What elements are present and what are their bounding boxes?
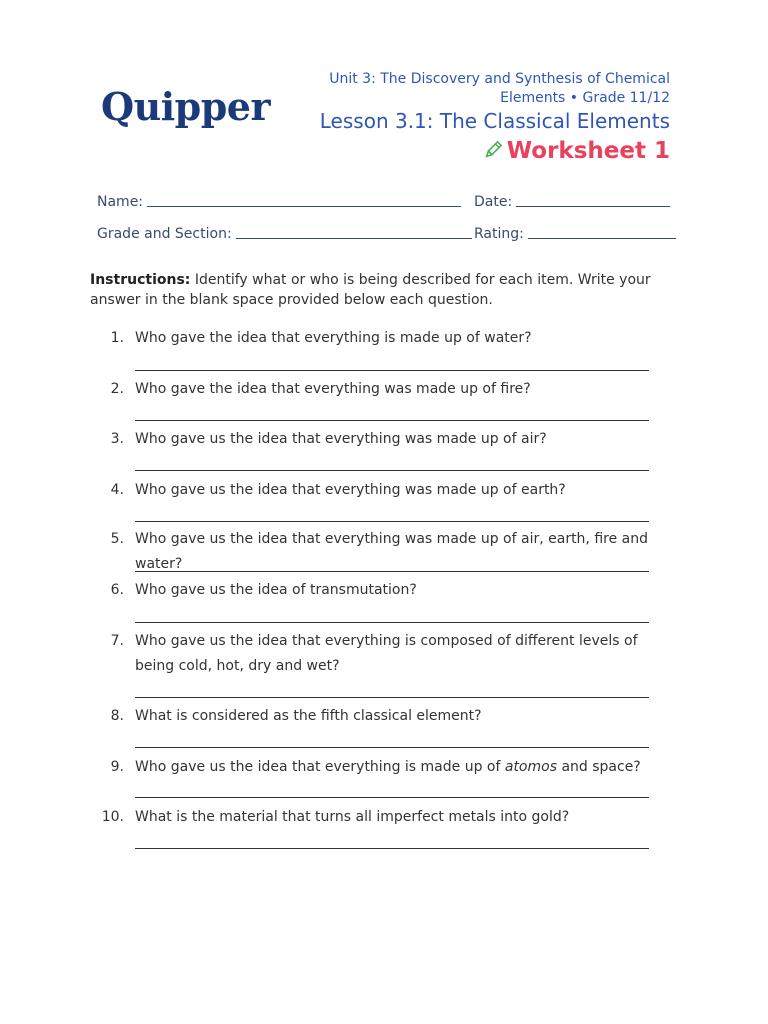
- answer-line[interactable]: [135, 370, 649, 371]
- answer-line[interactable]: [135, 521, 649, 522]
- lesson-title: Lesson 3.1: The Classical Elements: [319, 109, 670, 133]
- question-number: 6.: [110, 582, 124, 598]
- question-number: 5.: [110, 531, 124, 547]
- answer-line[interactable]: [135, 797, 649, 798]
- answer-line[interactable]: [135, 470, 649, 471]
- answer-line[interactable]: [135, 747, 649, 748]
- worksheet-title-text: Worksheet 1: [506, 138, 670, 164]
- answer-line[interactable]: [135, 571, 649, 572]
- question-number: 4.: [110, 482, 124, 498]
- unit-title-line-2: Elements • Grade 11/12: [500, 90, 670, 106]
- question-text: [135, 755, 680, 780]
- name-label: Name:: [97, 194, 144, 210]
- question-text: What is the material that turns all imperfect metals into gold?: [135, 809, 570, 825]
- question-text-end: and space?: [557, 759, 641, 775]
- answer-line[interactable]: [135, 420, 649, 421]
- unit-title-line-1: Unit 3: The Discovery and Synthesis of Chemical: [329, 71, 670, 87]
- question-text: Who gave us the idea of transmutation?: [135, 582, 417, 598]
- question-number: 3.: [110, 431, 124, 447]
- grade-section-label: Grade and Section:: [97, 226, 232, 242]
- question-text: Who gave us the idea that everything was made up of air?: [135, 431, 547, 447]
- quipper-logo: Quipper: [101, 84, 271, 129]
- question-text-italic: atomos: [504, 759, 557, 775]
- question-number: 10.: [101, 809, 124, 825]
- question-number: 1.: [110, 330, 124, 346]
- answer-line[interactable]: [135, 697, 649, 698]
- instructions-label: Instructions:: [90, 272, 191, 288]
- question-text: Who gave us the idea that everything was made up of earth?: [135, 482, 566, 498]
- instructions-text: Identify what or who is being described for each item. Write your answer in the blank space provided below each question.: [90, 272, 651, 308]
- question-text: Who gave us the idea that everything was made up of air, earth, fire and water?: [135, 531, 649, 572]
- question-text: Who gave the idea that everything was made up of fire?: [135, 381, 531, 397]
- answer-line[interactable]: [135, 848, 649, 849]
- question-number: 7.: [110, 633, 124, 649]
- question-number: 8.: [110, 708, 124, 724]
- question-text-start: Who gave us the idea that everything is made up of: [135, 759, 505, 775]
- rating-label: Rating:: [474, 226, 524, 242]
- question-number: 9.: [110, 759, 124, 775]
- question-text: What is considered as the fifth classical element?: [135, 708, 482, 724]
- date-label: Date:: [474, 194, 513, 210]
- question-text: Who gave us the idea that everything is composed of different levels of being cold, hot, dry and wet?: [135, 633, 638, 674]
- question-number: 2.: [110, 381, 124, 397]
- answer-line[interactable]: [135, 622, 649, 623]
- question-text: Who gave the idea that everything is made up of water?: [135, 330, 532, 346]
